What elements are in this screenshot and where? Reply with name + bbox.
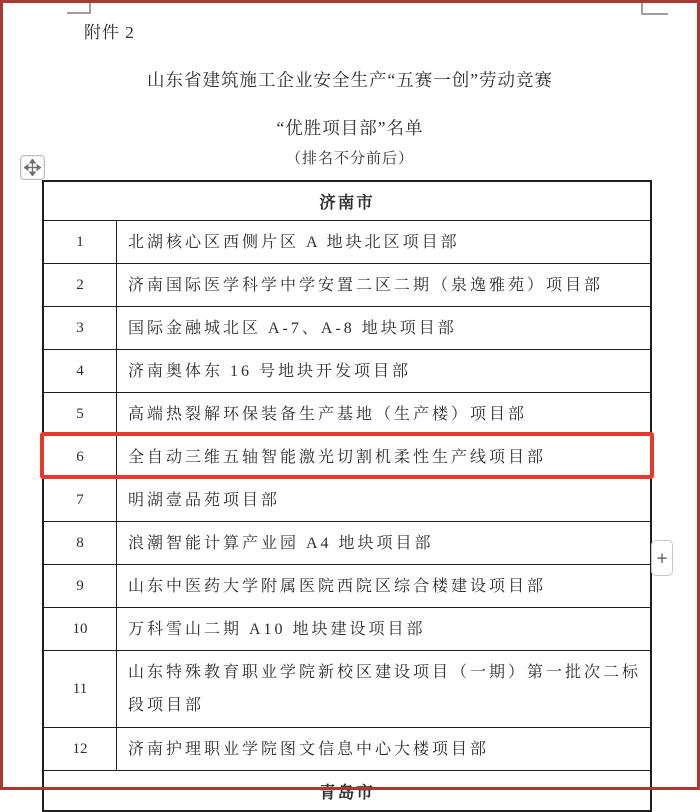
attachment-label: 附件 2 (84, 23, 135, 42)
row-number: 6 (44, 436, 117, 478)
row-number: 7 (44, 479, 117, 521)
project-name: 万科雪山二期 A10 地块建设项目部 (128, 620, 426, 638)
row-number: 10 (44, 608, 117, 650)
table-row (44, 306, 650, 349)
project-name: 高端热裂解环保装备生产基地（生产楼）项目部 (128, 405, 528, 423)
table-row (44, 650, 650, 727)
project-name: 北湖核心区西侧片区 A 地块北区项目部 (128, 233, 460, 251)
next-city-header: 青岛市 (319, 782, 375, 802)
table-row (44, 392, 650, 435)
table-row (44, 349, 650, 392)
row-number: 4 (44, 350, 117, 392)
row-number: 3 (44, 307, 117, 349)
project-name: 山东特殊教育职业学院新校区建设项目（一期）第一批次二标段项目部 (128, 664, 642, 714)
table-row (44, 607, 650, 650)
table-insert-handle[interactable] (651, 540, 673, 576)
row-number: 5 (44, 393, 117, 435)
move-icon (24, 159, 41, 176)
document-title-line2: “优胜项目部”名单 (276, 118, 424, 138)
next-city-header-row (44, 770, 650, 810)
text-boundary-mark-left-icon (67, 0, 91, 14)
city-header: 济南市 (319, 193, 375, 212)
table-row (44, 220, 650, 263)
table-row (44, 263, 650, 306)
table-row (44, 564, 650, 607)
project-name: 山东中医药大学附属医院西院区综合楼建设项目部 (128, 577, 547, 595)
project-name: 济南国际医学科学中学安置二区二期（泉逸雅苑）项目部 (128, 276, 604, 294)
ranking-note: （排名不分前后） (285, 151, 414, 167)
project-name: 济南护理职业学院图文信息中心大楼项目部 (128, 740, 490, 758)
table-row (44, 727, 650, 770)
project-name: 全自动三维五轴智能激光切割机柔性生产线项目部 (128, 448, 547, 466)
row-number: 2 (44, 264, 117, 306)
table-row-highlighted (44, 435, 650, 478)
plus-icon: + (655, 549, 669, 567)
project-name: 浪潮智能计算产业园 A4 地块项目部 (128, 534, 434, 552)
row-number: 9 (44, 565, 117, 607)
project-name: 国际金融城北区 A-7、A-8 地块项目部 (128, 319, 457, 337)
document-title-line1: 山东省建筑施工企业安全生产“五赛一创”劳动竞赛 (146, 70, 554, 90)
winners-table (42, 180, 652, 812)
row-number: 1 (44, 221, 117, 263)
text-boundary-mark-right-icon (641, 1, 668, 15)
table-row (44, 478, 650, 521)
row-number: 11 (44, 651, 117, 727)
project-name: 明湖壹品苑项目部 (128, 491, 281, 509)
table-row (44, 521, 650, 564)
project-name: 济南奥体东 16 号地块开发项目部 (128, 362, 412, 380)
row-number: 12 (44, 728, 117, 770)
city-header-row (44, 182, 650, 220)
row-number: 8 (44, 522, 117, 564)
table-move-handle[interactable] (20, 155, 45, 180)
